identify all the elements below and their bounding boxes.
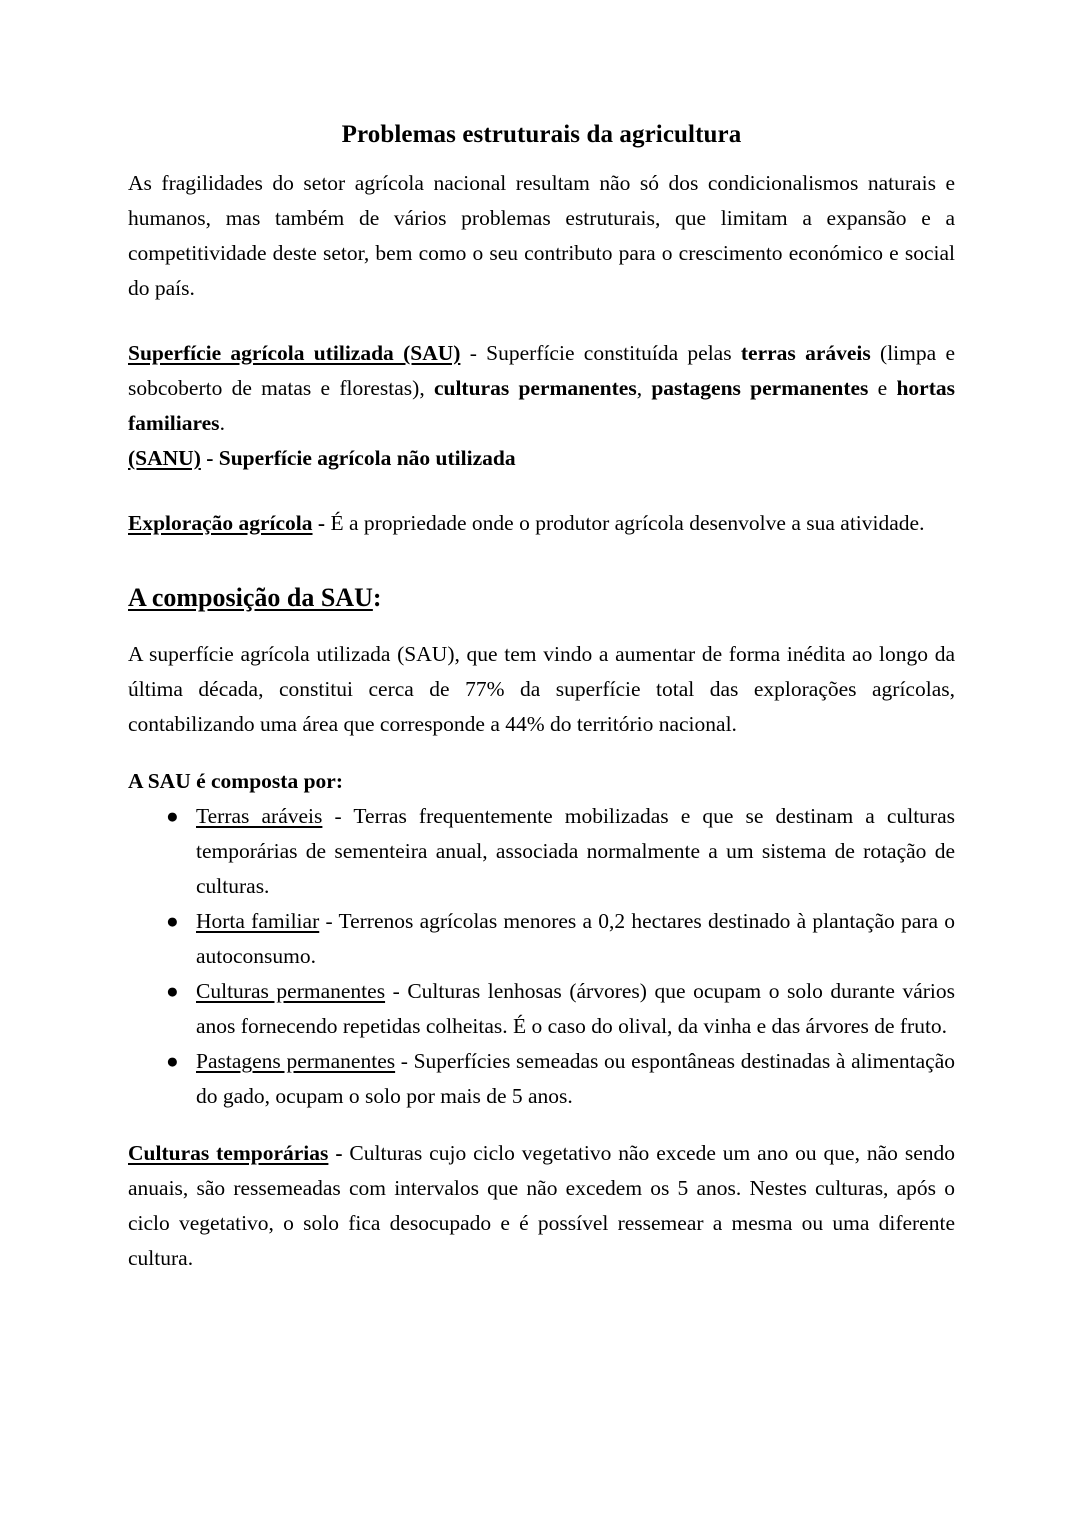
list-item-text: Culturas lenhosas (árvores) que ocupam o solo durante vários anos fornecendo repetidas colheitas. É o caso do olival, da vinha e das árvores de fruto. xyxy=(196,979,955,1038)
section-heading-underlined-text: A composição da SAU xyxy=(128,583,373,612)
exploracao-separator: - xyxy=(312,511,331,535)
sau-bold-terras-araveis: terras aráveis xyxy=(740,341,871,365)
section-heading-composicao-sau xyxy=(128,581,955,615)
sau-bold-hortas-familiares: hortas familiares xyxy=(128,376,955,435)
sau-text-5: . xyxy=(219,411,225,435)
list-item-term: Pastagens permanentes xyxy=(196,1049,396,1073)
list-item xyxy=(128,799,955,904)
exploracao-term: Exploração agrícola xyxy=(128,511,313,535)
sanu-rest: - Superfície agrícola não utilizada xyxy=(200,446,516,470)
list-item-separator: - xyxy=(395,1049,414,1073)
exploracao-definition-paragraph xyxy=(128,506,955,541)
sau-text-2: (limpa e sobcoberto de matas e florestas), xyxy=(128,341,955,400)
list-item-text: Terras frequentemente mobilizadas e que se destinam a culturas temporárias de sementeira anual, associada normalmente a um sistema de rotação de culturas. xyxy=(196,804,955,898)
spacer xyxy=(128,615,955,637)
sau-text-4: e xyxy=(868,376,897,400)
list-item xyxy=(128,974,955,1044)
sau-bold-pastagens-permanentes: pastagens permanentes xyxy=(651,376,869,400)
spacer xyxy=(128,476,955,506)
sau-term: Superfície agrícola utilizada (SAU) xyxy=(128,341,461,365)
list-item-text: Superfícies semeadas ou espontâneas destinadas à alimentação do gado, ocupam o solo por mais de 5 anos. xyxy=(196,1049,955,1108)
culturas-temporarias-term: Culturas temporárias xyxy=(128,1141,329,1165)
exploracao-text: É a propriedade onde o produtor agrícola desenvolve a sua atividade. xyxy=(330,511,925,535)
culturas-temporarias-text: Culturas cujo ciclo vegetativo não excede um ano ou que, não sendo anuais, são ressemeadas com intervalos que não excedem os 5 anos. Nestes culturas, após o ciclo vegetativo, o solo fica desocupado e é possível ressemear a mesma ou uma diferente cultura. xyxy=(128,1141,956,1270)
sanu-abbrev: (SANU) xyxy=(128,446,201,470)
list-label: A SAU é composta por: xyxy=(128,769,343,793)
spacer xyxy=(128,1114,955,1136)
list-item-separator: - xyxy=(385,979,408,1003)
list-item-term: Terras aráveis xyxy=(196,804,323,828)
sau-bold-culturas-permanentes: culturas permanentes xyxy=(433,376,637,400)
bullet-icon: ● xyxy=(166,909,179,933)
intro-paragraph: As fragilidades do setor agrícola nacional resultam não só dos condicionalismos naturais e humanos, mas também de vários problemas estruturais, que limitam a expansão e a competitividade deste setor, bem como o seu contributo para o crescimento económico e social do país. xyxy=(128,171,955,300)
spacer xyxy=(128,541,955,581)
list-item-separator: - xyxy=(319,909,339,933)
bullet-icon: ● xyxy=(166,1049,179,1073)
list-item-term: Horta familiar xyxy=(196,909,320,933)
culturas-temporarias-separator: - xyxy=(328,1141,350,1165)
bullet-icon: ● xyxy=(166,804,179,828)
spacer xyxy=(128,742,955,764)
composition-paragraph: A superfície agrícola utilizada (SAU), que tem vindo a aumentar de forma inédita ao longo da última década, constitui cerca de 77% da superfície total das explorações agrícolas, contabilizando uma área que corresponde a 44% do território nacional. xyxy=(128,642,955,736)
sanu-line xyxy=(128,441,955,476)
list-item-text: Terrenos agrícolas menores a 0,2 hectares destinado à plantação para o autoconsumo. xyxy=(196,909,955,968)
section-heading-colon: : xyxy=(372,583,382,612)
sau-text-3: , xyxy=(636,376,652,400)
list-item xyxy=(128,1044,955,1114)
sau-definition-paragraph xyxy=(128,336,955,441)
culturas-temporarias-paragraph xyxy=(128,1136,955,1276)
sau-separator: - xyxy=(460,341,487,365)
list-item-term: Culturas permanentes xyxy=(196,979,386,1003)
bullet-icon: ● xyxy=(166,979,179,1003)
spacer xyxy=(128,306,955,336)
sau-composition-list xyxy=(128,799,955,1114)
list-item xyxy=(128,904,955,974)
sau-text-1: Superfície constituída pelas xyxy=(486,341,741,365)
page-title: Problemas estruturais da agricultura xyxy=(341,121,742,148)
list-item-separator: - xyxy=(322,804,354,828)
